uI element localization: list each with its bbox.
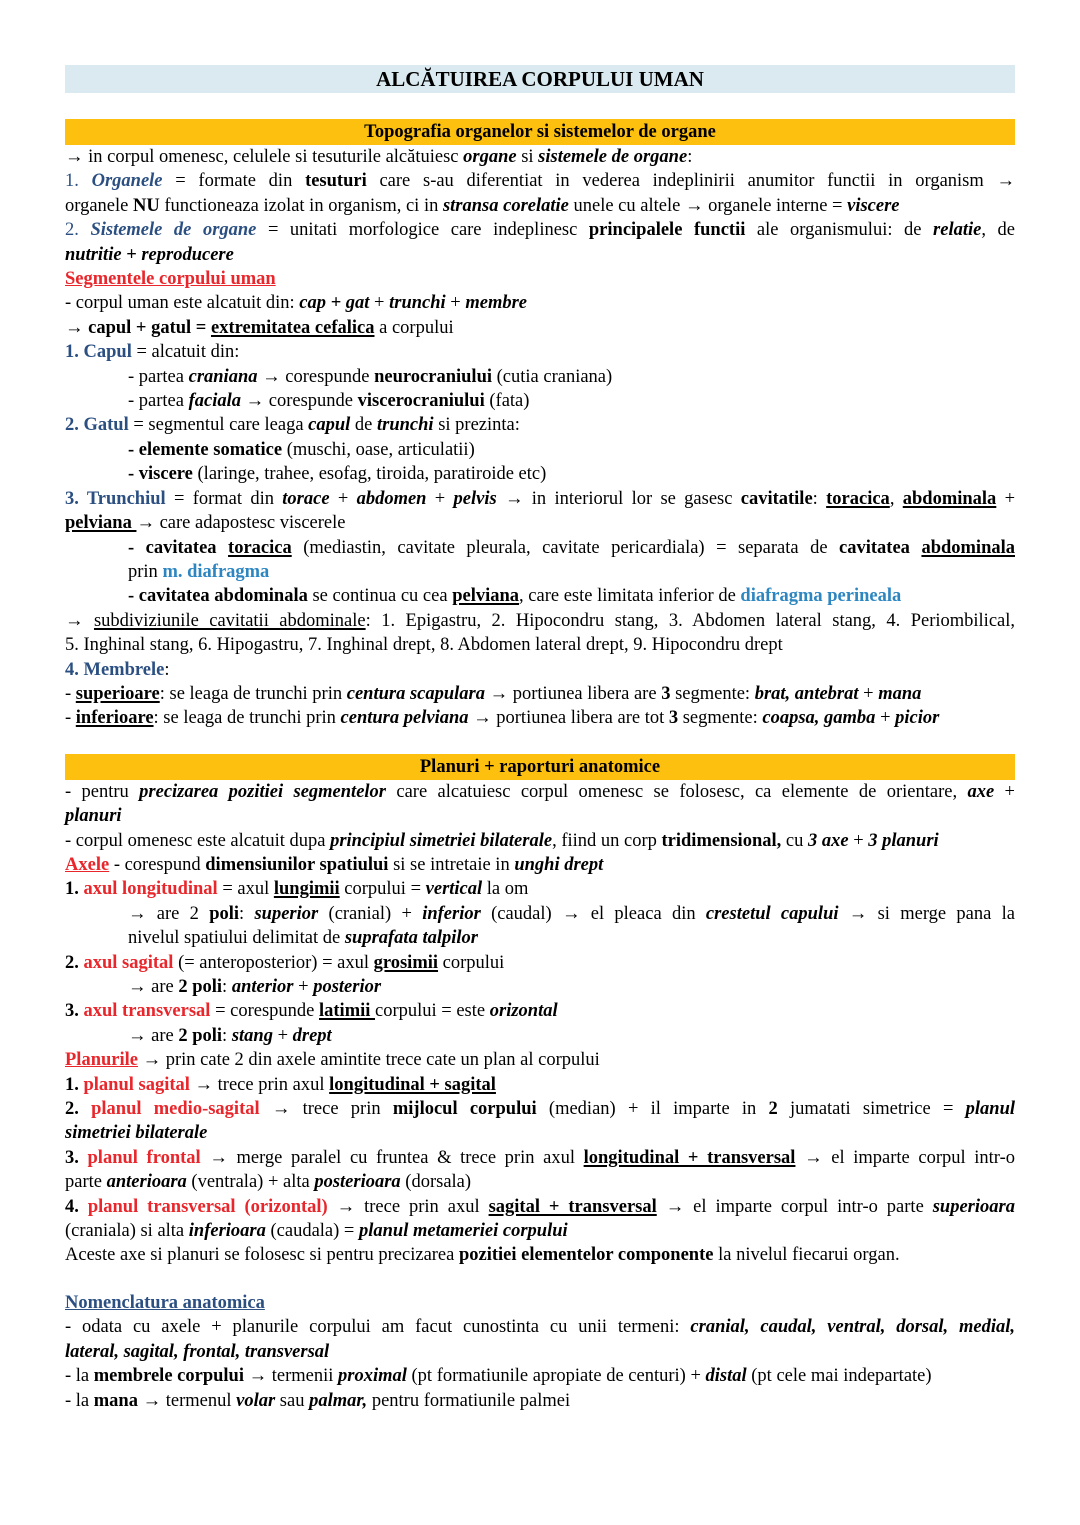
trunchiul-heading: 3. Trunchiul = format din torace + abdomen + pelvis → in interiorul lor se gasesc cavitatile: toracica, abdominala +	[65, 488, 1016, 509]
gatul-heading: 2. Gatul = segmentul care leaga capul de trunchi si prezinta:	[65, 415, 520, 436]
segmentele-line-2: → capul + gatul = extremitatea cefalica a corpului	[65, 317, 454, 338]
planuri-line-1-cont: planuri	[65, 806, 122, 827]
membrele-inferioare: - inferioare: se leaga de trunchi prin centura pelviana → portiunea libera are tot 3 segmente: coapsa, gamba + picior	[65, 708, 940, 729]
paragraph-organele-cont: organele NU functioneaza izolat in organism, ci in stransa corelatie unele cu altele → organele interne = viscere	[65, 195, 900, 216]
axele-heading: Axele - corespund dimensiunilor spatiului si se intretaie in unghi drept	[65, 854, 604, 875]
planurile-heading: Planurile → prin cate 2 din axele amintite trece cate un plan al corpului	[65, 1050, 600, 1071]
paragraph-intro: → in corpul omenesc, celulele si tesuturile alcătuiesc organe si sistemele de organe:	[65, 147, 693, 167]
capul-item-2: - partea faciala → corespunde viscerocraniului (fata)	[128, 391, 530, 412]
nomenclatura-line-3: - la mana → termenul volar sau palmar, pentru formatiunile palmei	[65, 1390, 571, 1411]
planul-transversal: 4. planul transversal (orizontal) → trece prin axul sagital + transversal → el imparte corpul intr-o parte superioara	[65, 1196, 1015, 1217]
axul-sagital: 2. axul sagital (= anteroposterior) = axul grosimii corpului	[65, 952, 505, 973]
section-heading-topografia: Topografia organelor si sistemelor de organe	[65, 119, 1015, 145]
subheading-segmentele: Segmentele corpului uman	[65, 269, 276, 290]
nomenclatura-line-1: - odata cu axele + planurile corpului am facut cunostinta cu unii termeni: cranial, caudal, ventral, dorsal, medial,	[65, 1317, 1016, 1338]
subdiviziuni-cont: 5. Inghinal stang, 6. Hipogastru, 7. Inghinal drept, 8. Abdomen lateral drept, 9. Hipocondru drept	[65, 635, 783, 656]
trunchiul-item-1-cont: prin m. diafragma	[128, 561, 270, 582]
paragraph-sisteme-cont: nutritie + reproducere	[65, 244, 234, 265]
planuri-closing: Aceste axe si planuri se folosesc si pentru precizarea pozitiei elementelor componente la nivelul fiecarui organ.	[65, 1245, 900, 1266]
paragraph-sisteme: 2. Sistemele de organe = unitati morfologice care indeplinesc principalele functii ale organismului: de relatie, de	[65, 220, 1015, 241]
segmentele-line-1: - corpul uman este alcatuit din: cap + gat + trunchi + membre	[65, 293, 528, 314]
axul-longitudinal-poli: → are 2 poli: superior (cranial) + inferior (caudal) → el pleaca din crestetul capului → si merge pana la	[128, 903, 1015, 924]
axul-transversal-poli: → are 2 poli: stang + drept	[128, 1025, 332, 1046]
gatul-item-1: - elemente somatice (muschi, oase, articulatii)	[128, 439, 475, 460]
trunchiul-cont: pelviana → care adapostesc viscerele	[65, 513, 346, 534]
trunchiul-item-1: - cavitatea toracica (mediastin, cavitate pleurala, cavitate pericardiala) = separata de cavitatea abdominala	[128, 537, 1015, 558]
axul-transversal: 3. axul transversal = corespunde latimii corpului = este orizontal	[65, 1001, 558, 1022]
document-page	[65, 65, 1015, 1413]
trunchiul-item-2: - cavitatea abdominala se continua cu cea pelviana, care este limitata inferior de diafragma perineala	[128, 586, 902, 607]
planul-frontal-cont: parte anterioara (ventrala) + alta posterioara (dorsala)	[65, 1172, 472, 1193]
axul-sagital-poli: → are 2 poli: anterior + posterior	[128, 977, 382, 997]
planul-medio-sagital: 2. planul medio-sagital → trece prin mijlocul corpului (median) + il imparte in 2 jumatati simetrice = planul	[65, 1099, 1016, 1120]
membrele-superioare: - superioare: se leaga de trunchi prin centura scapulara → portiunea libera are 3 segmente: brat, antebrat + mana	[65, 683, 922, 704]
planul-frontal: 3. planul frontal → merge paralel cu fruntea & trece prin axul longitudinal + transversal → el imparte corpul intr-o	[65, 1147, 1015, 1168]
planul-medio-sagital-cont: simetriei bilaterale	[65, 1123, 208, 1144]
capul-heading: 1. Capul = alcatuit din:	[65, 342, 240, 363]
planuri-line-1: - pentru precizarea pozitiei segmentelor care alcatuiesc corpul omenesc se folosesc, ca elemente de orientare, axe +	[65, 781, 1015, 802]
axul-longitudinal: 1. axul longitudinal = axul lungimii corpului = vertical la om	[65, 879, 529, 900]
paragraph-organele: 1. Organele = formate din tesuturi care s-au diferentiat in vederea indeplinirii anumitor functii in organism →	[65, 171, 1015, 192]
capul-item-1: - partea craniana → corespunde neurocraniului (cutia craniana)	[128, 366, 613, 387]
axul-longitudinal-poli-cont: nivelul spatiului delimitat de suprafata talpilor	[128, 928, 478, 949]
nomenclatura-line-1-cont: lateral, sagital, frontal, transversal	[65, 1341, 330, 1362]
nomenclatura-line-2: - la membrele corpului → termenii proximal (pt formatiunile apropiate de centuri) + distal (pt cele mai indepartate)	[65, 1366, 932, 1387]
membrele-heading: 4. Membrele:	[65, 659, 170, 680]
document-title: ALCĂTUIREA CORPULUI UMAN	[65, 65, 1015, 93]
planuri-line-2: - corpul omenesc este alcatuit dupa principiul simetriei bilaterale, fiind un corp tridimensional, cu 3 axe + 3 planuri	[65, 830, 939, 851]
planul-transversal-cont: (craniala) si alta inferioara (caudala) = planul metameriei corpului	[65, 1221, 568, 1242]
section-heading-planuri: Planuri + raporturi anatomice	[65, 754, 1015, 780]
gatul-item-2: - viscere (laringe, trahee, esofag, tiroida, paratiroide etc)	[128, 464, 547, 485]
planul-sagital: 1. planul sagital → trece prin axul longitudinal + sagital	[65, 1074, 496, 1095]
subheading-nomenclatura: Nomenclatura anatomica	[65, 1292, 265, 1313]
subdiviziuni-line: → subdiviziunile cavitatii abdominale: 1. Epigastru, 2. Hipocondru stang, 3. Abdomen lateral stang, 4. Periombilical,	[65, 610, 1016, 631]
